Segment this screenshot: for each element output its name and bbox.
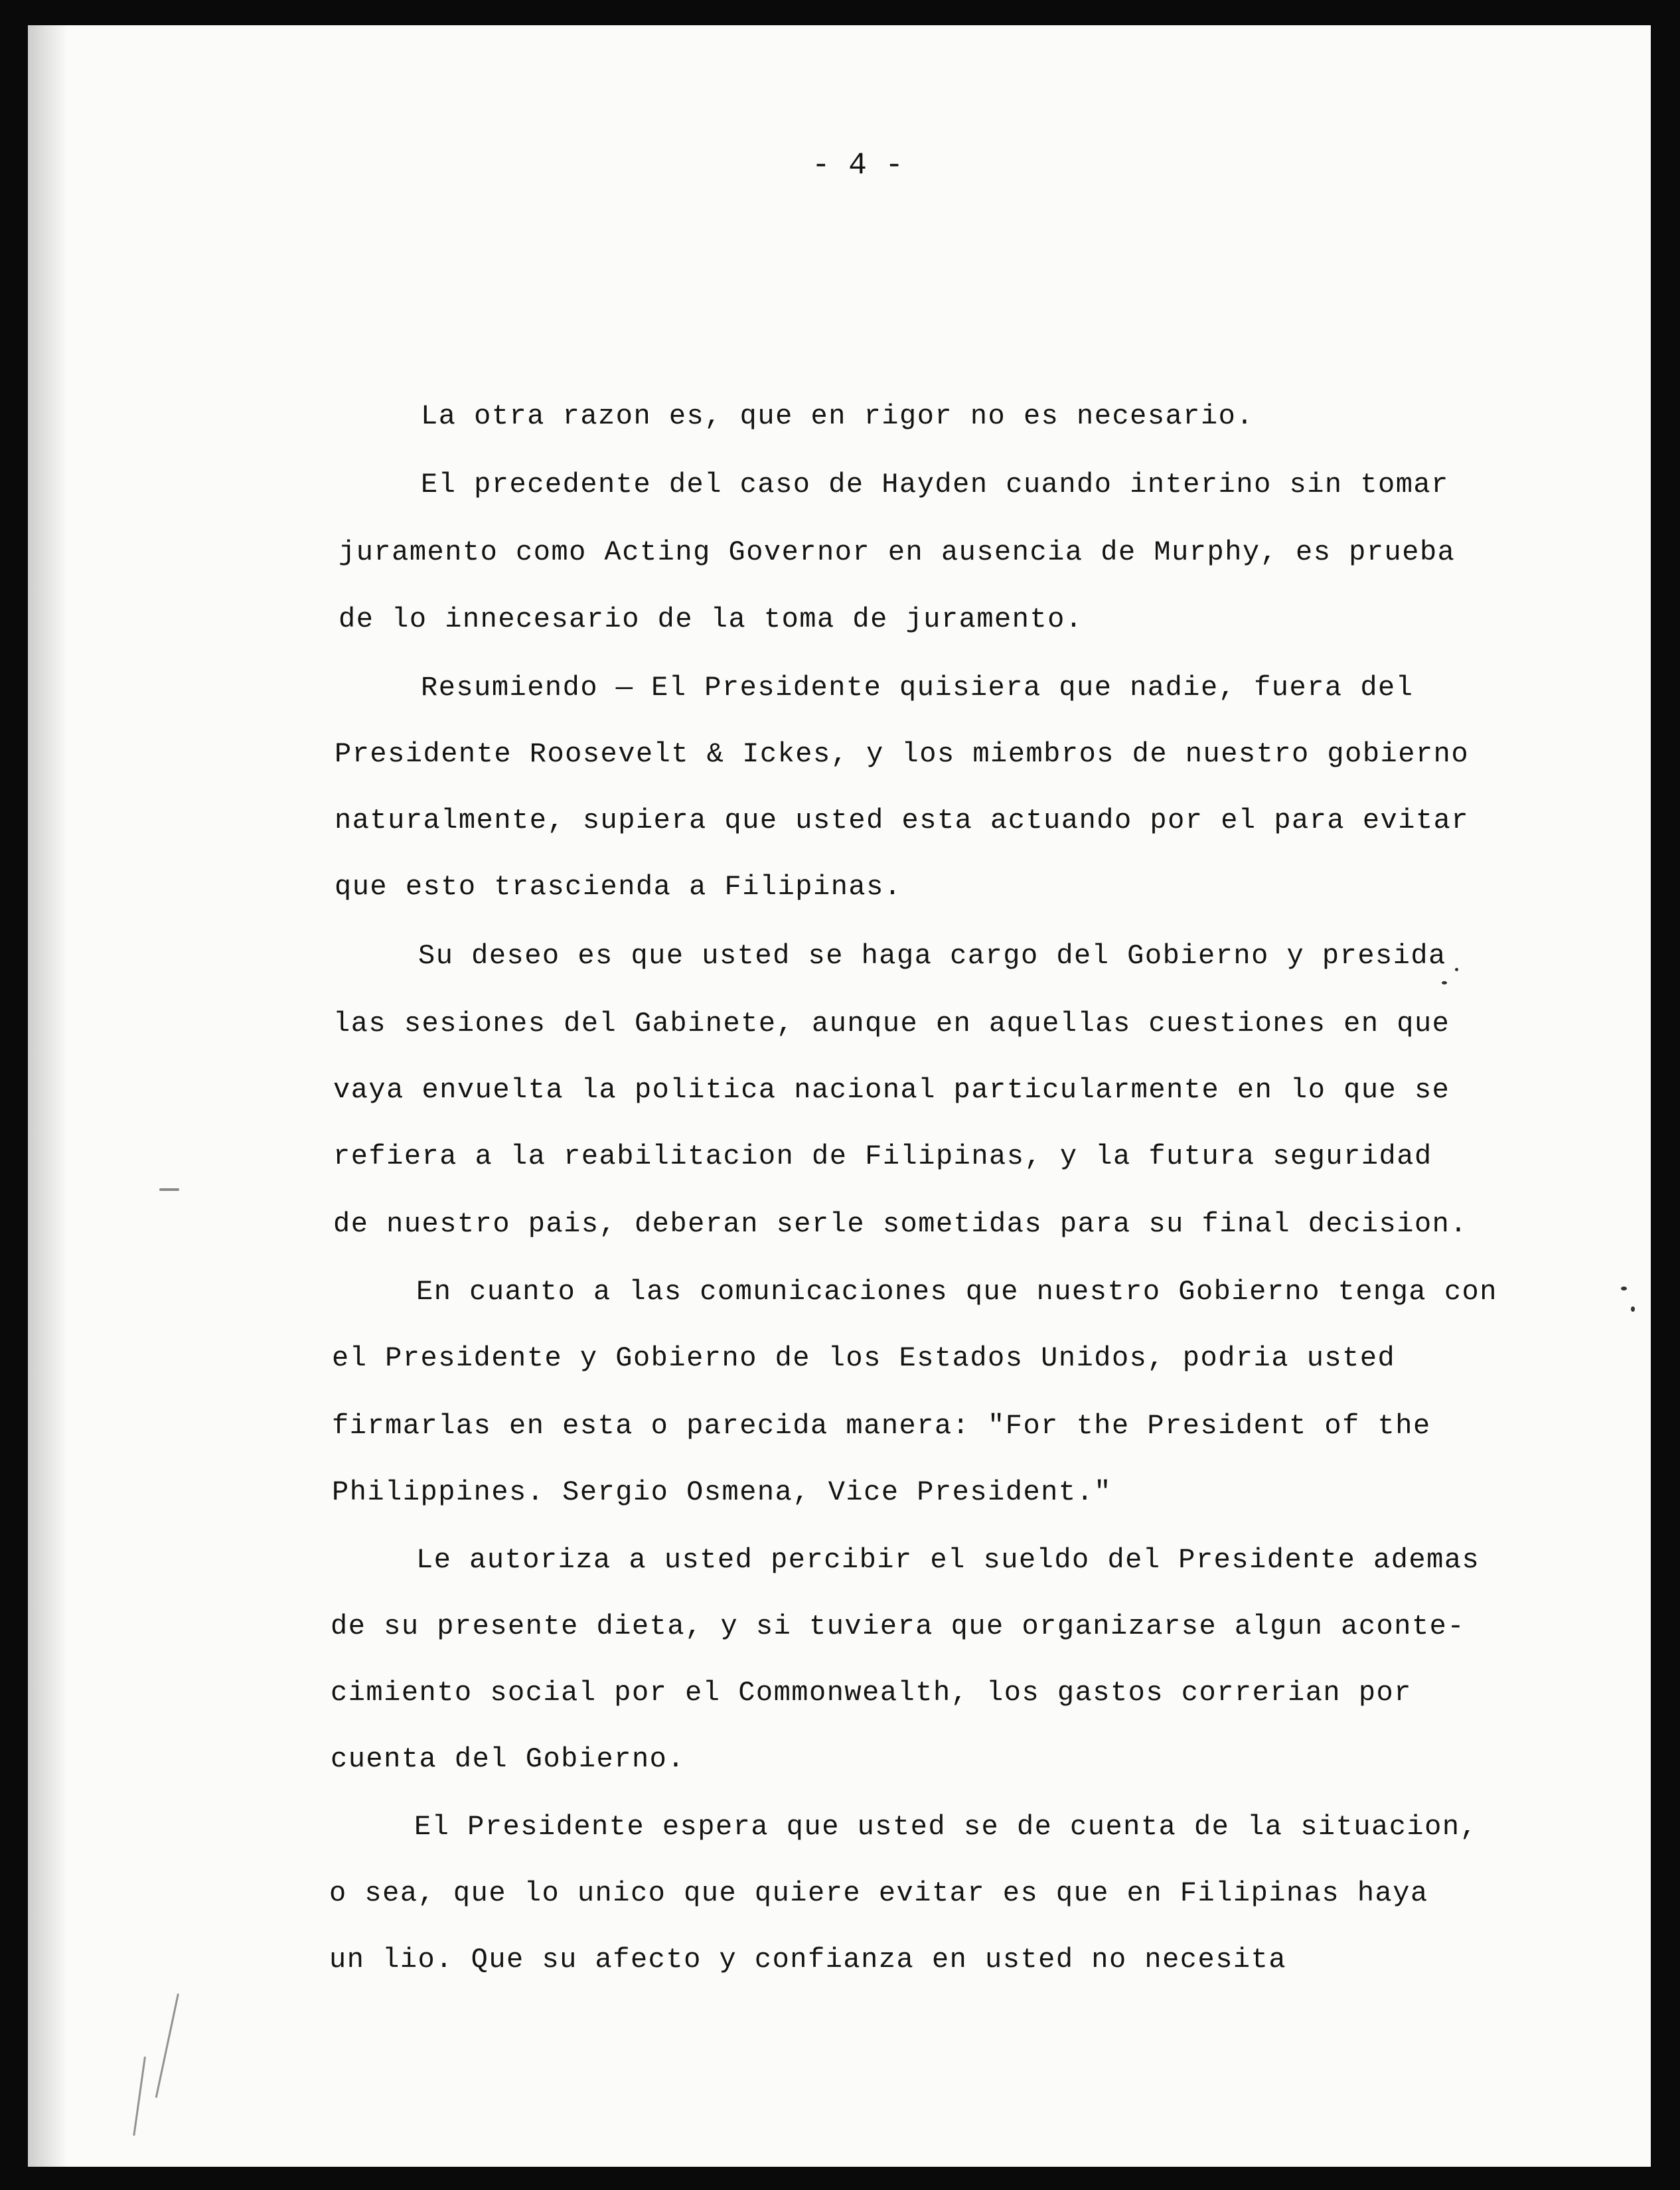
text-line: cuenta del Gobierno. <box>331 1743 686 1775</box>
page-edge-shadow <box>28 25 68 2167</box>
text-line: cimiento social por el Commonwealth, los gastos correrian por <box>331 1677 1412 1709</box>
text-line: Su deseo es que usted se haga cargo del Gobierno y presida <box>418 940 1446 972</box>
scan-speck <box>1442 981 1447 984</box>
text-line: un lio. Que su afecto y confianza en usted no necesita <box>329 1944 1287 1976</box>
text-line: En cuanto a las comunicaciones que nuestro Gobierno tenga con <box>416 1276 1497 1308</box>
text-line: las sesiones del Gabinete, aunque en aquellas cuestiones en que <box>333 1008 1450 1040</box>
text-line: Philippines. Sergio Osmena, Vice President." <box>332 1476 1112 1508</box>
text-line: naturalmente, supiera que usted esta actuando por el para evitar <box>335 805 1470 836</box>
text-line: de nuestro pais, deberan serle sometidas para su final decision. <box>333 1208 1468 1240</box>
typed-page <box>28 25 1651 2167</box>
text-line: Resumiendo — El Presidente quisiera que nadie, fuera del <box>421 672 1414 704</box>
text-line: El precedente del caso de Hayden cuando interino sin tomar <box>421 469 1449 501</box>
text-line: refiera a la reabilitacion de Filipinas, y la futura seguridad <box>333 1140 1432 1172</box>
text-line: o sea, que lo unico que quiere evitar es que en Filipinas haya <box>329 1877 1428 1909</box>
text-line: de su presente dieta, y si tuviera que organizarse algun aconte- <box>331 1610 1466 1642</box>
text-line: La otra razon es, que en rigor no es necesario. <box>421 400 1255 432</box>
text-line: Le autoriza a usted percibir el sueldo del Presidente ademas <box>416 1544 1480 1576</box>
text-line: firmarlas en esta o parecida manera: "For the President of the <box>332 1410 1431 1442</box>
page-number: - 4 - <box>811 148 904 183</box>
text-line: de lo innecesario de la toma de juramento. <box>339 603 1083 635</box>
scan-scratch <box>133 2057 146 2136</box>
text-line: Presidente Roosevelt & Ickes, y los miembros de nuestro gobierno <box>335 738 1470 770</box>
text-line: El Presidente espera que usted se de cuenta de la situacion, <box>414 1811 1478 1843</box>
scan-scratch <box>155 1994 179 2098</box>
scan-speck <box>1455 968 1458 971</box>
text-line: vaya envuelta la politica nacional particularmente en lo que se <box>333 1074 1450 1106</box>
text-line: juramento como Acting Governor en ausencia de Murphy, es prueba <box>339 536 1456 568</box>
text-line: que esto trascienda a Filipinas. <box>335 871 902 903</box>
scan-speck <box>159 1188 179 1191</box>
scan-speck <box>1631 1306 1635 1312</box>
text-line: el Presidente y Gobierno de los Estados Unidos, podria usted <box>332 1342 1396 1374</box>
scan-speck <box>1621 1287 1627 1291</box>
